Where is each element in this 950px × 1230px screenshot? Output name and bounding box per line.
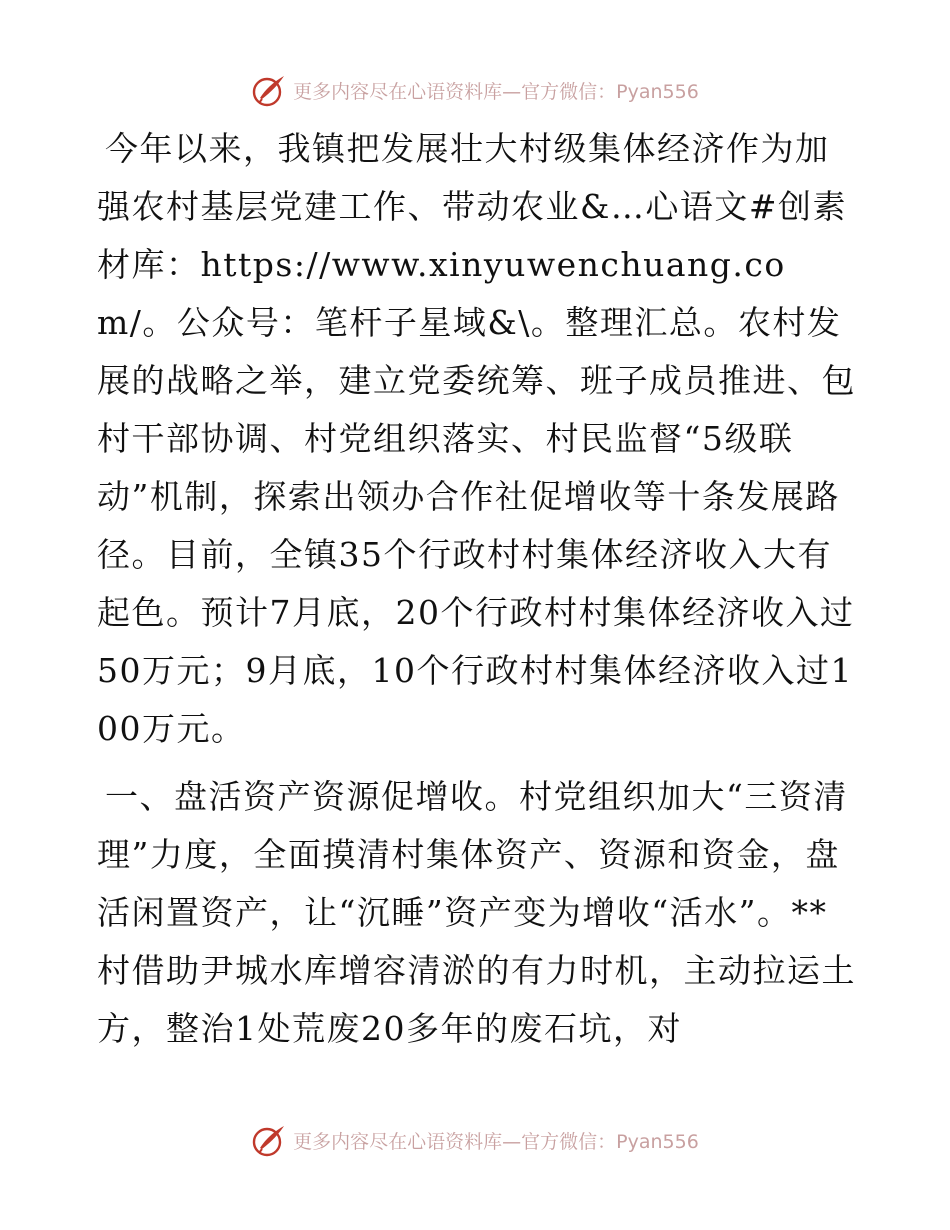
header-watermark (0, 70, 950, 110)
footer-watermark (0, 1120, 950, 1160)
watermark-text: 更多内容尽在心语资料库—官方微信：Pyan556 (293, 1130, 699, 1153)
quill-logo-icon (251, 1122, 287, 1158)
watermark-text: 更多内容尽在心语资料库—官方微信：Pyan556 (293, 80, 699, 103)
quill-logo-icon (251, 72, 287, 108)
paragraph-section-one: 一、盘活资产资源促增收。村党组织加大“三资清理”力度，全面摸清村集体资产、资源和资金，盘活闲置资产，让“沉睡”资产变为增收“活水”。**村借助尹城水库增容清淤的有力时机，主动拉运土方，整治1处荒废20多年的废石坑，对 (97, 777, 856, 1048)
document-body (97, 120, 857, 1058)
paragraph-intro: 今年以来，我镇把发展壮大村级集体经济作为加强农村基层党建工作、带动农业&…心语文#创素材库：https://www.xinyuwenchuang.com/。公众号：笔杆子星域&\。整理汇总。农村发展的战略之举，建立党委统筹、班子成员推进、包村干部协调、村党组织落实、村民监督“5级联动”机制，探索出领办合作社促增收等十条发展路径。目前，全镇35个行政村村集体经济收入大有起色。预计7月底，20个行政村村集体经济收入过50万元；9月底，10个行政村村集体经济收入过100万元。 (97, 129, 856, 748)
